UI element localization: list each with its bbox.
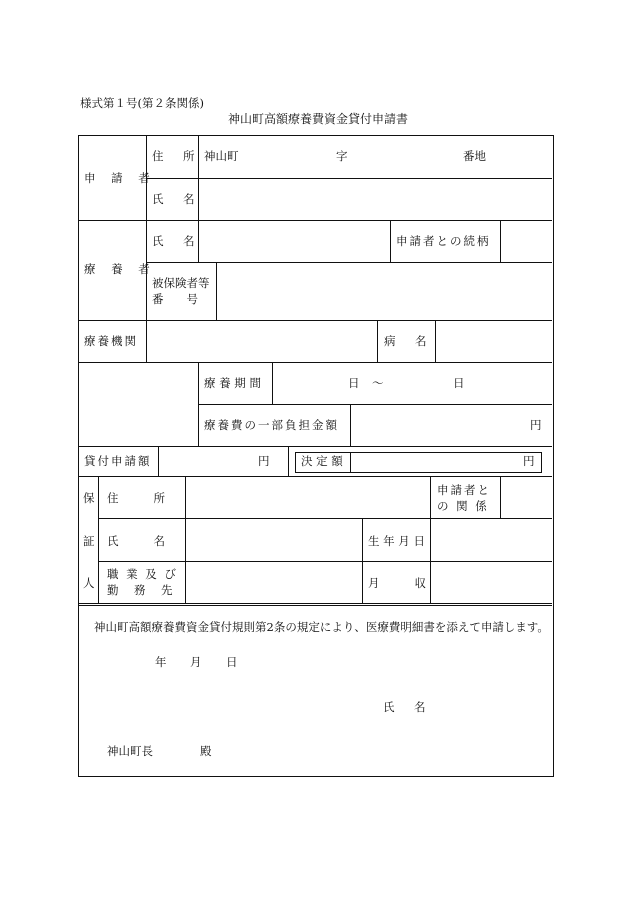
applicant-banchi: 番地	[463, 149, 486, 163]
vline-loan-2	[288, 446, 289, 476]
guarantor-job-label-2: 勤 務 先	[107, 583, 175, 597]
line-table-bottom	[78, 603, 552, 604]
applicant-name-label: 氏 名	[152, 192, 199, 206]
line-guarantor-2	[98, 561, 552, 562]
applicant-address-field[interactable]	[240, 140, 330, 170]
date-year: 年	[155, 655, 167, 669]
vline-institution-2	[377, 320, 378, 362]
guarantor-job-label-1: 職 業 及 び	[107, 567, 178, 581]
patient-relation-field[interactable]	[502, 222, 550, 260]
guarantor-income-field[interactable]	[432, 563, 550, 602]
date-day: 日	[226, 655, 238, 669]
insured-number-field[interactable]	[218, 264, 550, 318]
period-day-1: 日	[348, 376, 360, 390]
date-month: 月	[190, 655, 202, 669]
addressee: 神山町長	[107, 744, 153, 758]
guarantor-birth-field[interactable]	[432, 520, 550, 559]
line-applicant-mid	[146, 178, 552, 179]
vline-guarantor-side	[98, 476, 99, 604]
decision-yen: 円	[523, 454, 535, 468]
institution-field[interactable]	[148, 322, 375, 360]
guarantor-relation-field[interactable]	[502, 478, 550, 516]
loan-request-label: 貸付申請額	[84, 454, 152, 468]
guarantor-income-label: 月 収	[368, 576, 430, 590]
patient-name-field[interactable]	[200, 222, 388, 260]
vline-guarantor-rel	[430, 476, 431, 518]
vline-insured	[216, 262, 217, 320]
vline-treatment	[198, 362, 199, 446]
guarantor-relation-label-2: の 関 係	[437, 499, 489, 513]
line-institution-bottom	[78, 362, 552, 363]
applicant-aza: 字	[336, 149, 348, 163]
decision-label: 決 定 額	[301, 454, 343, 468]
loan-request-field[interactable]	[160, 448, 255, 474]
guarantor-name-field[interactable]	[187, 520, 360, 559]
form-number: 様式第１号(第２条関係)	[80, 96, 204, 110]
line-loan-bottom	[78, 476, 552, 477]
insured-label-1: 被保険者等	[152, 276, 210, 290]
guarantor-side-2: 証	[83, 534, 95, 548]
patient-name-label: 氏 名	[152, 234, 199, 248]
guarantor-job-field[interactable]	[187, 563, 360, 602]
patient-relation-label: 申請者との続柄	[396, 234, 491, 248]
line-patient-mid	[146, 262, 552, 263]
vline-institution-3	[435, 320, 436, 362]
signer-name-field[interactable]	[425, 694, 545, 716]
honorific: 殿	[200, 744, 212, 758]
vline-decision-box	[350, 452, 351, 472]
guarantor-relation-label-1: 申請者と	[437, 483, 491, 497]
line-guarantor-1	[98, 518, 552, 519]
vline-treatment-2	[272, 362, 273, 404]
vline-applicant-2	[198, 135, 199, 220]
burden-label: 療養費の一部負担金額	[204, 418, 339, 432]
applicant-aza-field[interactable]	[350, 140, 455, 170]
vline-guarantor-label	[185, 476, 186, 604]
guarantor-birth-label: 生 年 月 日	[368, 534, 425, 548]
decision-amount-field[interactable]	[352, 454, 522, 470]
guarantor-name-label: 氏 名	[107, 534, 169, 548]
applicant-section-label: 申 請 者	[84, 171, 156, 185]
guarantor-address-field[interactable]	[187, 478, 428, 516]
guarantor-side-3: 人	[83, 576, 95, 590]
line-treatment-mid	[198, 404, 552, 405]
vline-loan	[158, 446, 159, 476]
line-patient-bottom	[78, 320, 552, 321]
line-applicant-bottom	[78, 220, 552, 221]
period-field[interactable]	[274, 364, 550, 402]
vline-guarantor-birth-2	[430, 518, 431, 604]
disease-label: 病 名	[384, 334, 431, 348]
guarantor-address-label: 住 所	[107, 491, 169, 505]
burden-amount-field[interactable]	[352, 406, 522, 444]
vline-guarantor-rel-2	[500, 476, 501, 518]
vline-patient-3	[390, 220, 391, 262]
applicant-address-label: 住 所	[152, 149, 199, 163]
vline-treatment-3	[350, 404, 351, 446]
applicant-name-field[interactable]	[200, 180, 550, 218]
period-label: 療 養 期 間	[204, 376, 261, 390]
vline-guarantor-birth	[362, 518, 363, 604]
burden-yen: 円	[530, 418, 542, 432]
signer-name-label: 氏 名	[383, 700, 430, 714]
period-day-2: 日	[453, 376, 465, 390]
institution-label: 療養機関	[84, 334, 138, 348]
line-table-bottom-double	[78, 605, 552, 606]
form-title: 神山町高額療養費資金貸付申請書	[228, 112, 409, 126]
disease-field[interactable]	[437, 322, 550, 360]
applicant-address-prefix: 神山町	[204, 149, 239, 163]
loan-request-yen: 円	[258, 454, 270, 468]
guarantor-side-1: 保	[83, 491, 95, 505]
period-tilde: ～	[372, 376, 384, 390]
declaration-text: 神山町高額療養費資金貸付規則第2条の規定により、医療費明細書を添えて申請します。	[94, 620, 549, 634]
vline-institution	[146, 320, 147, 362]
insured-label-2: 番 号	[152, 292, 198, 306]
line-treatment-bottom	[78, 446, 552, 447]
patient-section-label: 療 養 者	[84, 262, 156, 276]
vline-patient-4	[500, 220, 501, 262]
